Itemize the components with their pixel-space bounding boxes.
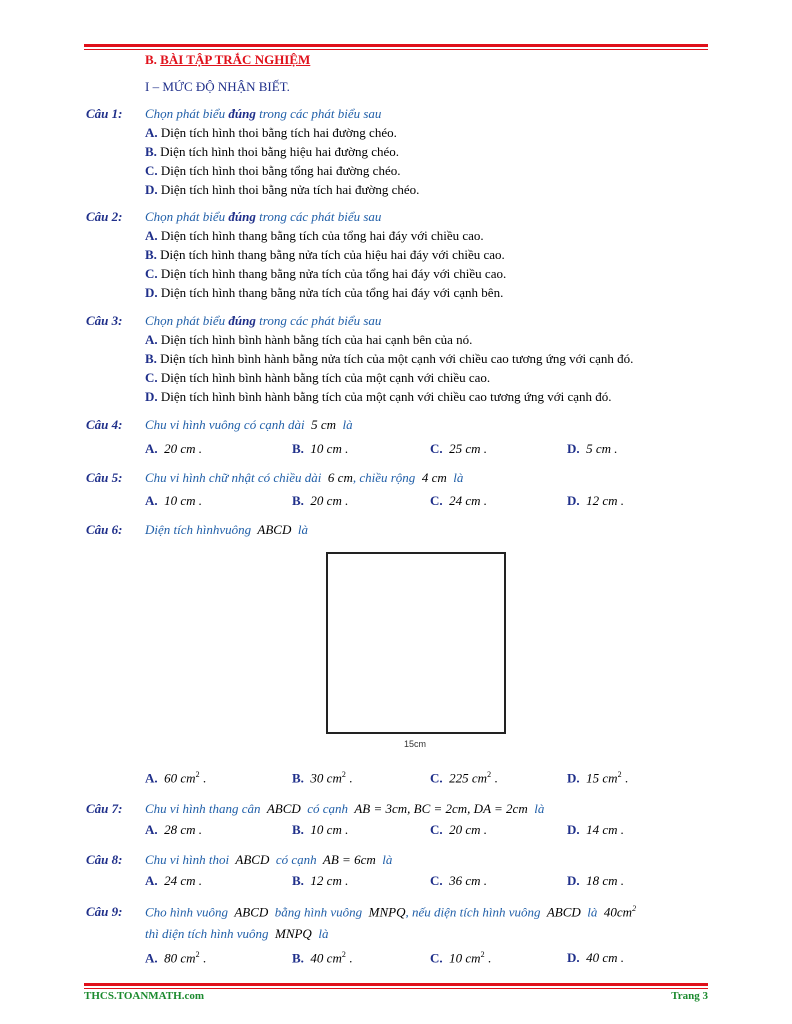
question-label: Câu 6:	[86, 522, 123, 537]
option-a: A. 60 $cm^2$ .	[145, 770, 207, 786]
header-rule-thin	[84, 49, 708, 50]
option-b: B. Diện tích hình bình hành bằng nửa tích của một cạnh với chiều cao tương ứng với cạnh đó.	[145, 351, 634, 366]
option-c: C. Diện tích hình thang bằng nửa tích của tổng hai đáy với chiều cao.	[145, 266, 507, 281]
option-c: C. 36 cm .	[430, 873, 488, 888]
option-d: D. Diện tích hình bình hành bằng tích của một cạnh với chiều cao tương ứng với cạnh đó.	[145, 389, 612, 404]
option-d: D. Diện tích hình thoi bằng nửa tích hai đường chéo.	[145, 182, 420, 197]
option-c: C. 20 cm .	[430, 822, 488, 837]
option-d: D. Diện tích hình thang bằng nửa tích của tổng hai đáy với cạnh bên.	[145, 285, 504, 300]
option-a: A. 20 cm .	[145, 441, 203, 456]
option-b: B. Diện tích hình thang bằng nửa tích của hiệu hai đáy với chiều cao.	[145, 247, 505, 262]
question-stem: Chọn phát biểu đúng trong các phát biểu sau	[145, 106, 382, 121]
section-title-text: BÀI TẬP TRẮC NGHIỆM	[160, 52, 311, 67]
question-label: Câu 7:	[86, 801, 123, 816]
question-stem: Chu vi hình chữ nhật có chiều dài 6 cm, chiều rộng 4 cm là	[145, 470, 464, 485]
question-stem: Chu vi hình thang cân ABCD có cạnh AB = 3cm, BC = 2cm, DA = 2cm là	[145, 801, 545, 816]
option-d: D. 14 cm .	[567, 822, 625, 837]
footer-page-number: Trang 3	[671, 990, 708, 1002]
option-c: C. 225 $cm^2$ .	[430, 770, 498, 786]
question-label: Câu 9:	[86, 904, 123, 919]
option-d: D. 5 cm .	[567, 441, 618, 456]
option-c: C. 25 cm .	[430, 441, 488, 456]
question-label: Câu 3:	[86, 313, 123, 328]
option-c: C. 10 $cm^2$ .	[430, 950, 492, 966]
option-b: B. 12 cm .	[292, 873, 349, 888]
figure-side-label: 15cm	[404, 739, 427, 749]
question-stem: Chu vi hình thoi ABCD có cạnh AB = 6cm là	[145, 852, 393, 867]
option-a: A. 80 $cm^2$ .	[145, 950, 207, 966]
option-c: C. Diện tích hình bình hành bằng tích của một cạnh với chiều cao.	[145, 370, 491, 385]
question-stem: Chọn phát biểu đúng trong các phát biểu sau	[145, 313, 382, 328]
option-d: D. 15 $cm^2$ .	[567, 770, 629, 786]
footer-rule	[84, 983, 708, 986]
question-stem: Chu vi hình vuông có cạnh dài 5 cm là	[145, 417, 353, 432]
option-a: A. Diện tích hình thoi bằng tích hai đường chéo.	[145, 125, 397, 140]
option-d: D. 18 cm .	[567, 873, 625, 888]
option-b: B. 20 cm .	[292, 493, 349, 508]
option-c: C. Diện tích hình thoi bằng tổng hai đường chéo.	[145, 163, 401, 178]
option-a: A. 10 cm .	[145, 493, 203, 508]
header-rule	[84, 44, 708, 47]
option-a: A. Diện tích hình bình hành bằng tích của hai cạnh bên của nó.	[145, 332, 473, 347]
square-figure	[326, 552, 506, 734]
level-heading: I – MỨC ĐỘ NHẬN BIẾT.	[145, 79, 290, 94]
option-b: B. 10 cm .	[292, 441, 349, 456]
option-b: B. 10 cm .	[292, 822, 349, 837]
footer-rule-thin	[84, 988, 708, 989]
question-stem: Cho hình vuông ABCD bằng hình vuông MNPQ, nếu diện tích hình vuông ABCD là $40cm^2$	[145, 904, 637, 920]
option-a: A. Diện tích hình thang bằng tích của tổng hai đáy với chiều cao.	[145, 228, 484, 243]
question-label: Câu 1:	[86, 106, 123, 121]
question-label: Câu 2:	[86, 209, 123, 224]
question-label: Câu 8:	[86, 852, 123, 867]
question-label: Câu 5:	[86, 470, 123, 485]
option-b: B. 30 $cm^2$ .	[292, 770, 353, 786]
question-stem-line2: thì diện tích hình vuông MNPQ là	[145, 926, 329, 941]
option-b: B. 40 $cm^2$ .	[292, 950, 353, 966]
option-c: C. 24 cm .	[430, 493, 488, 508]
question-stem: Diện tích hìnhvuông ABCD là	[145, 522, 308, 537]
option-a: A. 24 cm .	[145, 873, 203, 888]
section-title	[145, 52, 310, 68]
question-stem: Chọn phát biểu đúng trong các phát biểu sau	[145, 209, 382, 224]
question-label: Câu 4:	[86, 417, 123, 432]
section-letter: B.	[145, 52, 157, 67]
option-a: A. 28 cm .	[145, 822, 203, 837]
footer-site-link[interactable]: THCS.TOANMATH.com	[84, 990, 204, 1002]
option-b: B. Diện tích hình thoi bằng hiệu hai đường chéo.	[145, 144, 400, 159]
option-d: D. 40 cm .	[567, 950, 625, 965]
option-d: D. 12 cm .	[567, 493, 625, 508]
